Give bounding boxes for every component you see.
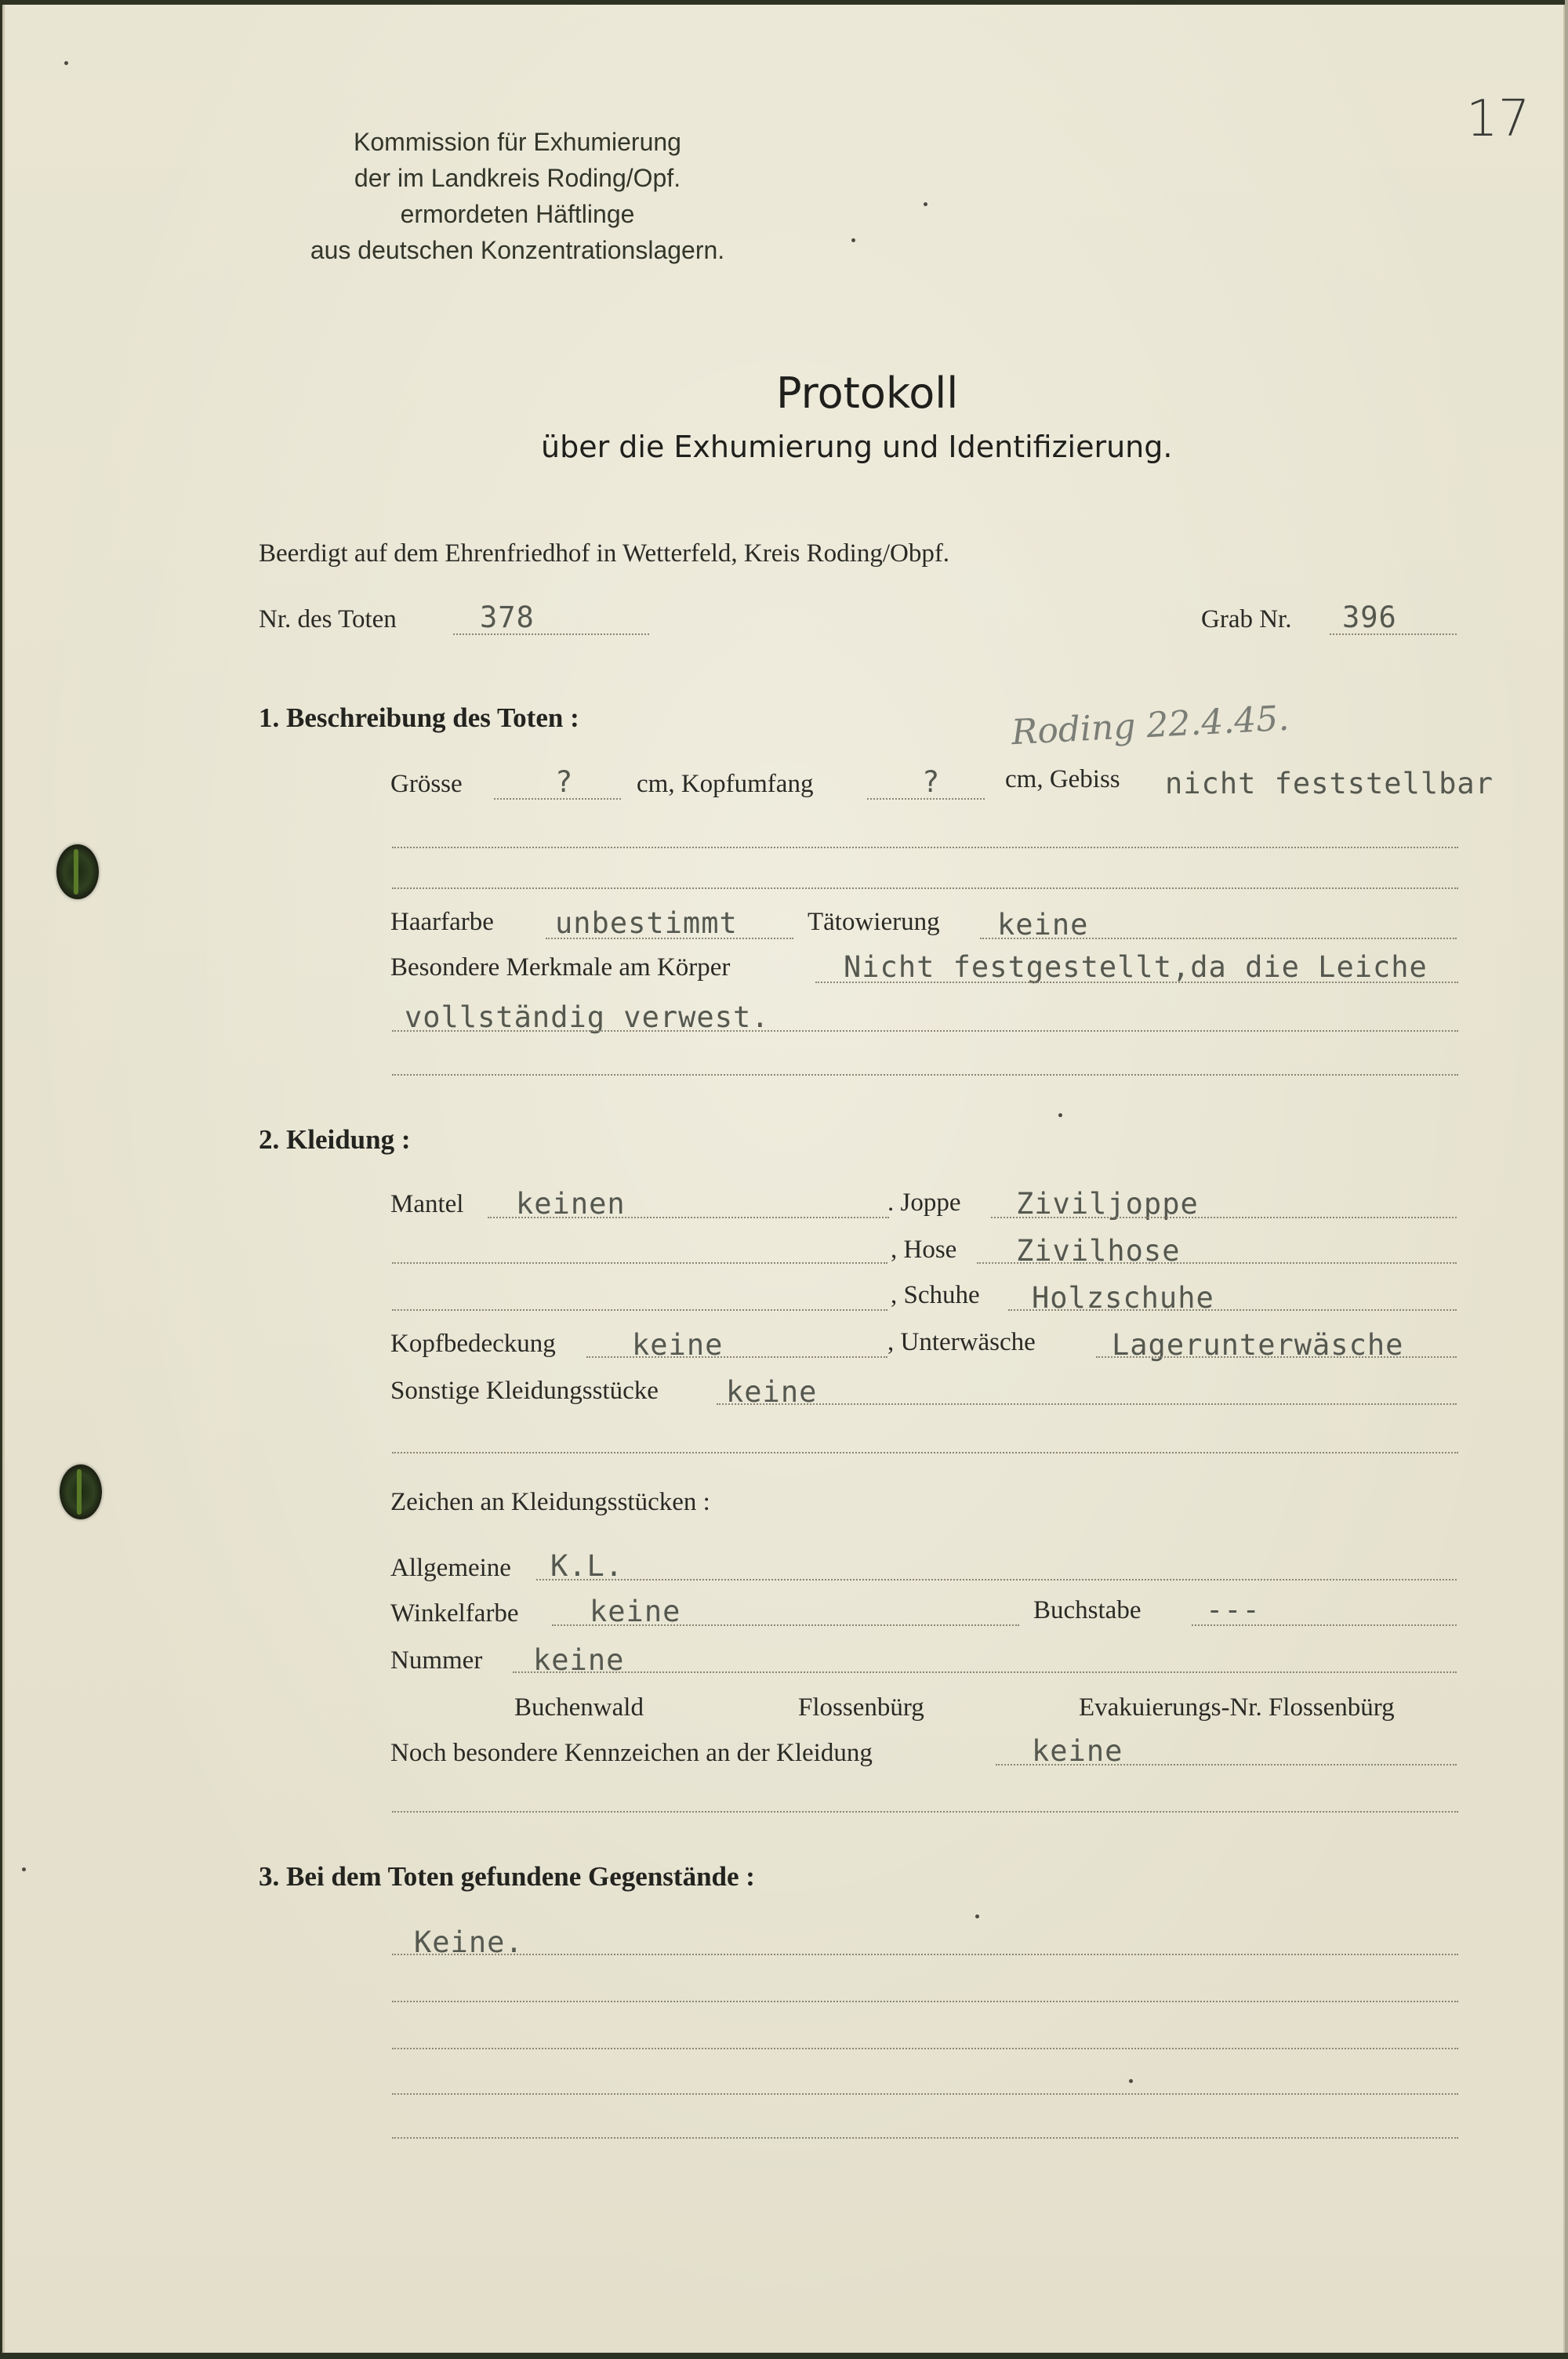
dotted-line: [392, 1954, 1458, 1955]
commission-line: der im Landkreis Roding/Opf.: [354, 164, 681, 192]
allgemeine-label: Allgemeine: [390, 1554, 511, 1582]
grab-nr-value: 396: [1342, 601, 1397, 634]
kopfbedeckung-value: keine: [632, 1328, 724, 1362]
evakuierungs-label: Evakuierungs-Nr. Flossenbürg: [1079, 1693, 1395, 1722]
dotted-line: [392, 2137, 1458, 2139]
groesse-value: ?: [555, 765, 574, 799]
nr-des-toten-value: 378: [480, 601, 535, 634]
groesse-label: Grösse: [390, 770, 463, 798]
winkelfarbe-label: Winkelfarbe: [390, 1599, 519, 1628]
kopfumfang-value: ?: [922, 765, 941, 799]
dotted-line: [453, 633, 649, 635]
kopfbedeckung-label: Kopfbedeckung: [390, 1330, 556, 1358]
scan-speck: [1129, 2079, 1133, 2083]
mantel-label: Mantel: [390, 1190, 464, 1218]
nr-des-toten-label: Nr. des Toten: [259, 605, 397, 633]
buchenwald-label: Buchenwald: [514, 1693, 644, 1722]
dotted-line: [392, 847, 1458, 848]
schuhe-value: Holzschuhe: [1032, 1281, 1214, 1315]
dotted-line: [991, 1217, 1457, 1218]
dotted-line: [392, 2001, 1458, 2002]
handwritten-date-note: Roding 22.4.45.: [1010, 698, 1290, 753]
haarfarbe-value: unbestimmt: [555, 906, 738, 940]
kennzeichen-label: Noch besondere Kennzeichen an der Kleidung: [390, 1739, 873, 1767]
allgemeine-value: K.L.: [550, 1549, 624, 1583]
dotted-line: [1096, 1356, 1457, 1358]
cm-kopfumfang-label: cm, Kopfumfang: [637, 770, 814, 798]
dotted-line: [536, 1579, 1457, 1581]
kennzeichen-value: keine: [1032, 1734, 1123, 1768]
section-1-heading: 1. Beschreibung des Toten :: [259, 702, 579, 733]
commission-line: ermordeten Häftlinge: [400, 200, 635, 228]
dotted-line: [867, 798, 985, 800]
merkmale-label: Besondere Merkmale am Körper: [390, 953, 731, 982]
dotted-line: [977, 1262, 1457, 1264]
flossenbuerg-label: Flossenbürg: [798, 1693, 924, 1722]
scan-speck: [975, 1914, 979, 1918]
dotted-line: [392, 2093, 1458, 2095]
punch-hole-top: [56, 844, 99, 899]
merkmale-value-2: vollständig verwest.: [405, 1000, 770, 1034]
dotted-line: [392, 1811, 1458, 1813]
dotted-line: [980, 938, 1457, 939]
scan-speck: [924, 202, 927, 206]
dotted-line: [513, 1671, 1457, 1673]
dotted-line: [1008, 1309, 1457, 1311]
dotted-line: [392, 1030, 1458, 1032]
section-2-heading: 2. Kleidung :: [259, 1124, 411, 1155]
haarfarbe-label: Haarfarbe: [390, 908, 494, 936]
burial-place: Beerdigt auf dem Ehrenfriedhof in Wetterfeld, Kreis Roding/Obpf.: [259, 539, 950, 568]
gebiss-value: nicht feststellbar: [1165, 767, 1494, 800]
dotted-line: [392, 1074, 1458, 1076]
hose-value: Zivilhose: [1016, 1234, 1181, 1268]
mantel-value: keinen: [516, 1187, 626, 1221]
merkmale-value-1: Nicht festgestellt,da die Leiche: [844, 950, 1428, 984]
scan-speck: [851, 238, 855, 242]
winkelfarbe-value: keine: [590, 1595, 681, 1628]
commission-header: [274, 124, 760, 268]
gegenstaende-value: Keine.: [414, 1925, 524, 1959]
punch-hole-bottom: [60, 1464, 102, 1519]
grab-nr-label: Grab Nr.: [1201, 605, 1292, 633]
buchstabe-label: Buchstabe: [1033, 1596, 1142, 1624]
hose-label: , Hose: [891, 1236, 957, 1264]
scan-speck: [22, 1867, 26, 1871]
scan-edge-bottom: [0, 2353, 1568, 2359]
joppe-label: . Joppe: [887, 1189, 961, 1217]
joppe-value: Ziviljoppe: [1016, 1187, 1199, 1221]
dotted-line: [546, 938, 793, 939]
scan-speck: [1058, 1113, 1062, 1117]
dotted-line: [1192, 1624, 1457, 1626]
scan-edge-left: [0, 0, 2, 2359]
dotted-line: [996, 1764, 1457, 1766]
dotted-line: [815, 982, 1458, 983]
taetowierung-label: Tätowierung: [808, 908, 940, 936]
section-3-heading: 3. Bei dem Toten gefundene Gegenstände :: [259, 1861, 755, 1892]
schuhe-label: , Schuhe: [891, 1281, 980, 1309]
scan-edge-top: [0, 0, 1568, 5]
dotted-line: [586, 1356, 887, 1358]
scan-speck: [64, 61, 68, 65]
taetowierung-value: keine: [997, 908, 1089, 942]
buchstabe-value: ---: [1206, 1593, 1261, 1627]
unterwaesche-label: , Unterwäsche: [887, 1328, 1036, 1356]
zeichen-label: Zeichen an Kleidungsstücken :: [390, 1488, 710, 1516]
sonstige-value: keine: [726, 1375, 818, 1409]
nummer-value: keine: [533, 1643, 625, 1677]
document-subtitle: über die Exhumierung und Identifizierung.: [541, 430, 1173, 464]
dotted-line: [488, 1217, 889, 1218]
scan-edge-right: [1565, 0, 1568, 2359]
document-title: Protokoll: [776, 368, 959, 418]
dotted-line: [392, 1309, 887, 1311]
cm-gebiss-label: cm, Gebiss: [1005, 765, 1120, 793]
dotted-line: [392, 1452, 1458, 1454]
commission-line: Kommission für Exhumierung: [354, 128, 681, 156]
sonstige-label: Sonstige Kleidungsstücke: [390, 1377, 659, 1405]
dotted-line: [494, 798, 621, 800]
unterwaesche-value: Lagerunterwäsche: [1112, 1328, 1404, 1362]
nummer-label: Nummer: [390, 1646, 483, 1675]
dotted-line: [392, 887, 1458, 889]
dotted-line: [392, 1262, 887, 1264]
dotted-line: [1330, 633, 1457, 635]
dotted-line: [552, 1624, 1019, 1626]
dotted-line: [392, 2048, 1458, 2049]
dotted-line: [717, 1403, 1457, 1405]
page-number: 17: [1466, 90, 1530, 148]
commission-line: aus deutschen Konzentrationslagern.: [310, 236, 725, 264]
